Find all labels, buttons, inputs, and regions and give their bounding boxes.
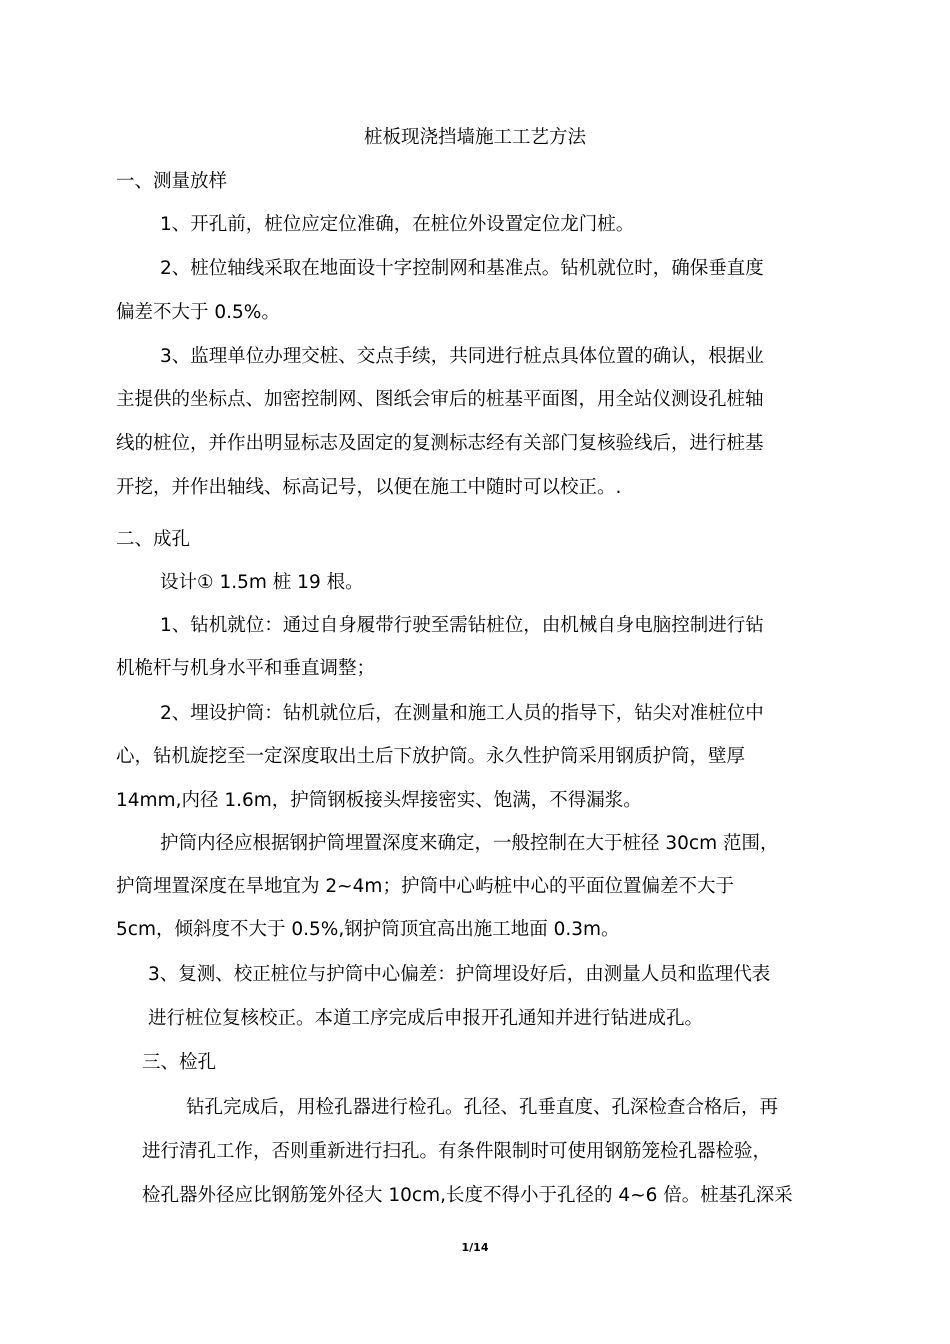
paragraph-line: 线的桩位，并作出明显标志及固定的复测标志经有关部门复核验线后，进行桩基	[116, 433, 764, 454]
paragraph-line: 心，钻机旋挖至一定深度取出土后下放护筒。永久性护筒采用钢质护筒，壁厚	[116, 746, 746, 767]
section-heading-hole-inspection: 三、检孔	[142, 1052, 217, 1073]
paragraph-line: 2、埋设护筒：钻机就位后，在测量和施工人员的指导下，钻尖对准桩位中	[160, 703, 764, 724]
section-heading-drilling: 二、成孔	[116, 529, 191, 550]
document-title: 桩板现浇挡墙施工工艺方法	[363, 127, 586, 148]
paragraph-line: 钻孔完成后，用检孔器进行检孔。孔径、孔垂直度、孔深检查合格后，再	[186, 1097, 779, 1118]
section-heading-survey: 一、测量放样	[116, 171, 228, 192]
paragraph-line: 机桅杆与机身水平和垂直调整；	[116, 658, 376, 679]
paragraph-line: 1、钻机就位：通过自身履带行驶至需钻桩位，由机械自身电脑控制进行钻	[160, 615, 764, 636]
paragraph-line: 3、监理单位办理交桩、交点手续，共同进行桩点具体位置的确认，根据业	[160, 346, 764, 367]
paragraph-line: 1、开孔前，桩位应定位准确，在桩位外设置定位龙门桩。	[160, 214, 635, 235]
paragraph-line: 护筒埋置深度在旱地宜为 2~4m；护筒中心屿桩中心的平面位置偏差不大于	[116, 876, 734, 897]
paragraph-line: 护筒内径应根据钢护筒埋置深度来确定，一般控制在大于桩径 30cm 范围，	[160, 833, 779, 854]
paragraph-line: 检孔器外径应比钢筋笼外径大 10cm,长度不得小于孔径的 4~6 倍。桩基孔深采	[142, 1185, 793, 1206]
paragraph-line: 偏差不大于 0.5%。	[116, 302, 280, 323]
paragraph-line: 5cm，倾斜度不大于 0.5%,钢护筒顶宜高出施工地面 0.3m。	[116, 919, 620, 940]
paragraph-line: 3、复测、校正桩位与护筒中心偏差：护筒埋设好后，由测量人员和监理代表	[148, 964, 771, 985]
paragraph-line: 14mm,内径 1.6m，护筒钢板接头焊接密实、饱满，不得漏浆。	[116, 790, 642, 811]
page-number: 1/14	[461, 1241, 489, 1254]
paragraph-line: 开挖，并作出轴线、标高记号，以便在施工中随时可以校正。.	[116, 477, 622, 498]
paragraph-line: 进行桩位复核校正。本道工序完成后申报开孔通知并进行钻进成孔。	[148, 1008, 704, 1029]
paragraph-line: 主提供的坐标点、加密控制网、图纸会审后的桩基平面图，用全站仪测设孔桩轴	[116, 389, 764, 410]
paragraph-line: 设计① 1.5m 桩 19 根。	[160, 572, 364, 593]
paragraph-line: 2、桩位轴线采取在地面设十字控制网和基准点。钻机就位时，确保垂直度	[160, 258, 764, 279]
paragraph-line: 进行清孔工作，否则重新进行扫孔。有条件限制时可使用钢筋笼检孔器检验，	[142, 1141, 772, 1162]
